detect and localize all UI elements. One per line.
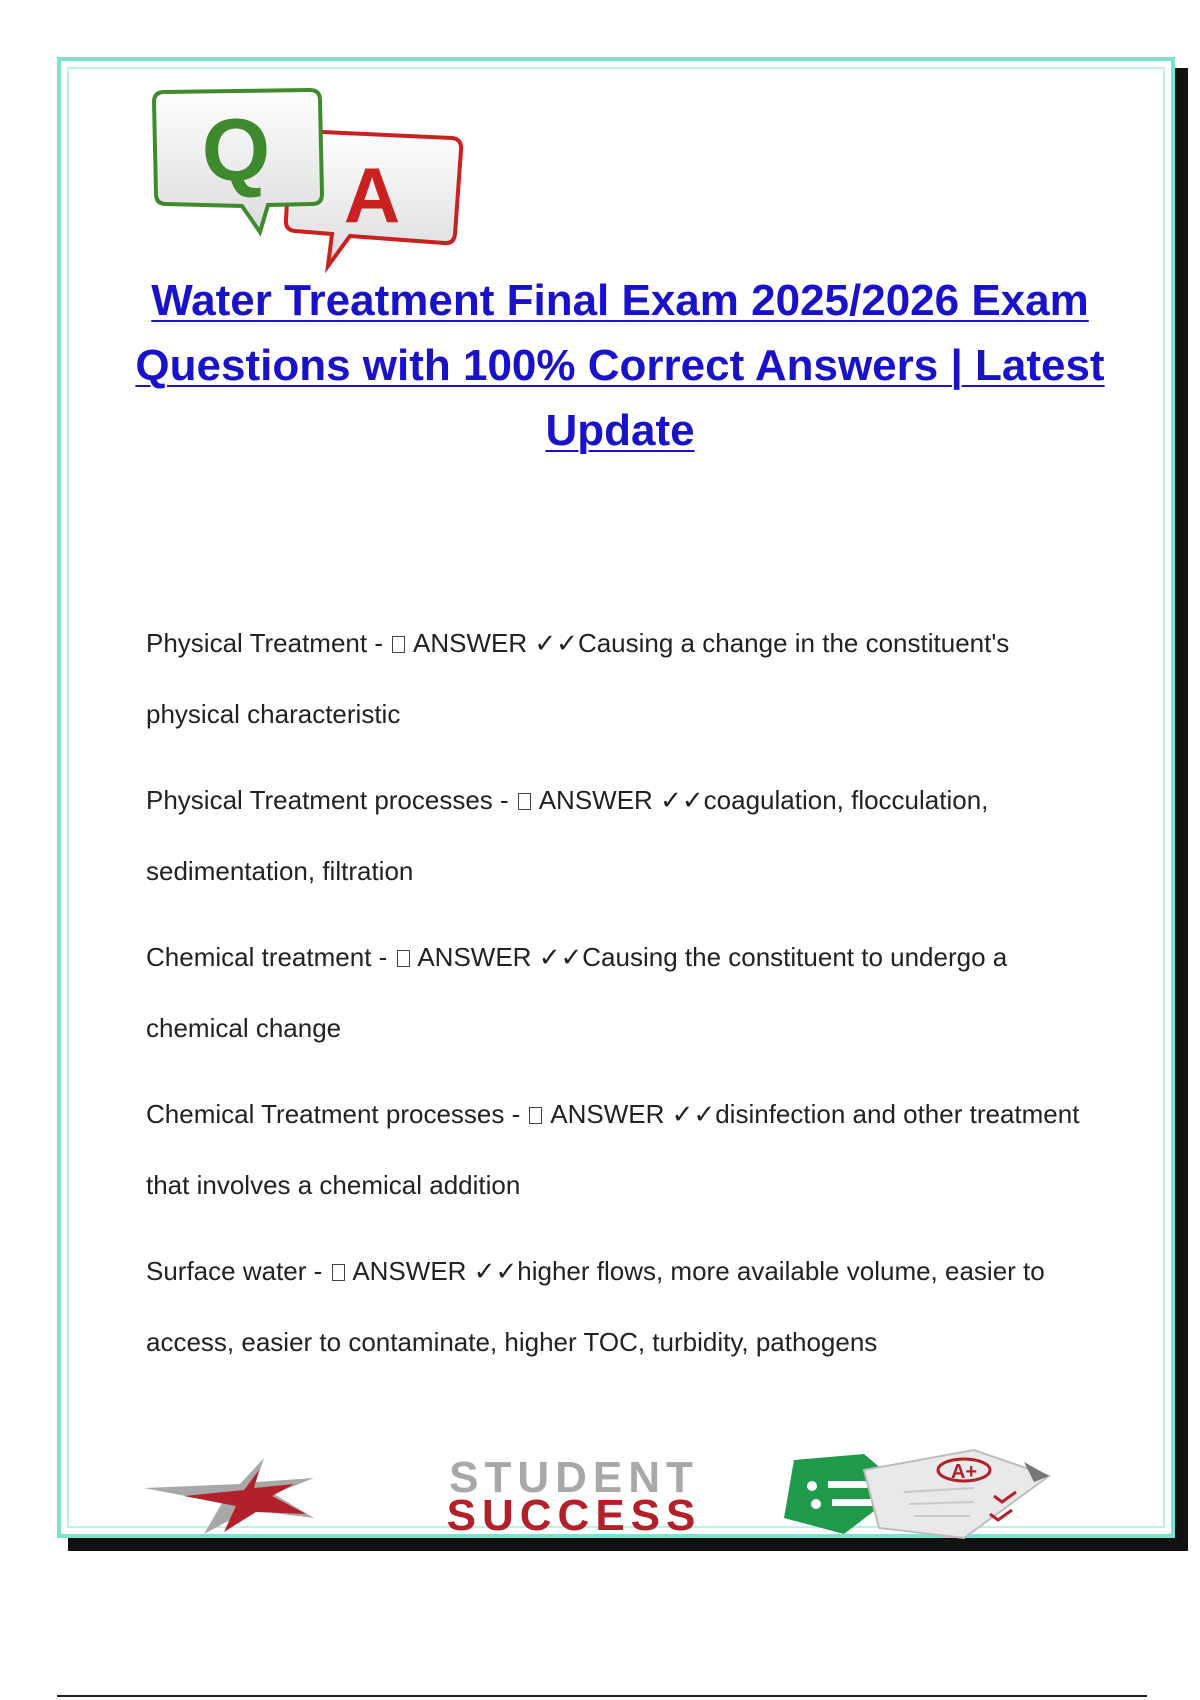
answer: coagulation, flocculation, sedimentation, filtration — [146, 785, 989, 886]
q-letter: Q — [201, 100, 271, 199]
missing-glyph-icon — [392, 636, 405, 653]
question: Chemical treatment — [146, 942, 372, 972]
question: Surface water — [146, 1256, 307, 1286]
question: Physical Treatment — [146, 628, 368, 658]
qa-item-5: Surface water - ANSWER ✓✓higher flows, more available volume, easier to access, easier to contaminate, higher TOC, turbidity, pathogens — [146, 1256, 1045, 1357]
check-marks: ✓✓ — [473, 1256, 518, 1286]
qa-item-1: Physical Treatment - ANSWER ✓✓Causing a change in the constituent's physical characteristic — [146, 628, 1010, 729]
check-marks: ✓✓ — [534, 628, 578, 658]
check-marks: ✓✓ — [660, 785, 704, 815]
grade-text: A+ — [950, 1461, 978, 1483]
graded-paper-icon — [864, 1450, 1049, 1538]
question: Chemical Treatment processes — [146, 1099, 505, 1129]
missing-glyph-icon — [529, 1107, 542, 1124]
student-success-logo — [144, 1448, 1064, 1540]
a-letter: A — [343, 151, 401, 239]
qa-logo — [150, 86, 470, 276]
document-title: Water Treatment Final Exam 2025/2026 Exam Questions with 100% Correct Answers | Latest Update — [135, 276, 1105, 455]
logo-student-text: STUDENT — [449, 1453, 699, 1502]
star-icon — [144, 1458, 314, 1534]
check-marks: ✓✓ — [538, 942, 583, 972]
qa-item-2: Physical Treatment processes - ANSWER ✓✓coagulation, flocculation, sedimentation, filtration — [146, 785, 989, 886]
answer-label: ANSWER — [417, 942, 532, 972]
answer-label: ANSWER — [352, 1256, 467, 1286]
missing-glyph-icon — [397, 950, 410, 967]
qa-item-4: Chemical Treatment processes - ANSWER ✓✓disinfection and other treatment that involves a chemical addition — [146, 1099, 1080, 1200]
answer: disinfection and other treatment that involves a chemical addition — [146, 1099, 1080, 1200]
answer: higher flows, more available volume, easier to access, easier to contaminate, higher TOC, turbidity, pathogens — [146, 1256, 1045, 1357]
answer-label: ANSWER — [538, 785, 653, 815]
page-divider — [57, 1695, 1147, 1697]
logo-success-text: SUCCESS — [446, 1491, 702, 1540]
answer: Causing a change in the constituent's physical characteristic — [146, 628, 1010, 729]
answer-label: ANSWER — [550, 1099, 665, 1129]
check-marks: ✓✓ — [671, 1099, 716, 1129]
missing-glyph-icon — [518, 793, 531, 810]
answer-label: ANSWER — [413, 628, 528, 658]
qa-list — [146, 608, 1096, 1393]
question: Physical Treatment processes — [146, 785, 493, 815]
answer: Causing the constituent to undergo a chemical change — [146, 942, 1008, 1043]
missing-glyph-icon — [332, 1264, 345, 1281]
qa-item-3: Chemical treatment - ANSWER ✓✓Causing the constituent to undergo a chemical change — [146, 942, 1008, 1043]
